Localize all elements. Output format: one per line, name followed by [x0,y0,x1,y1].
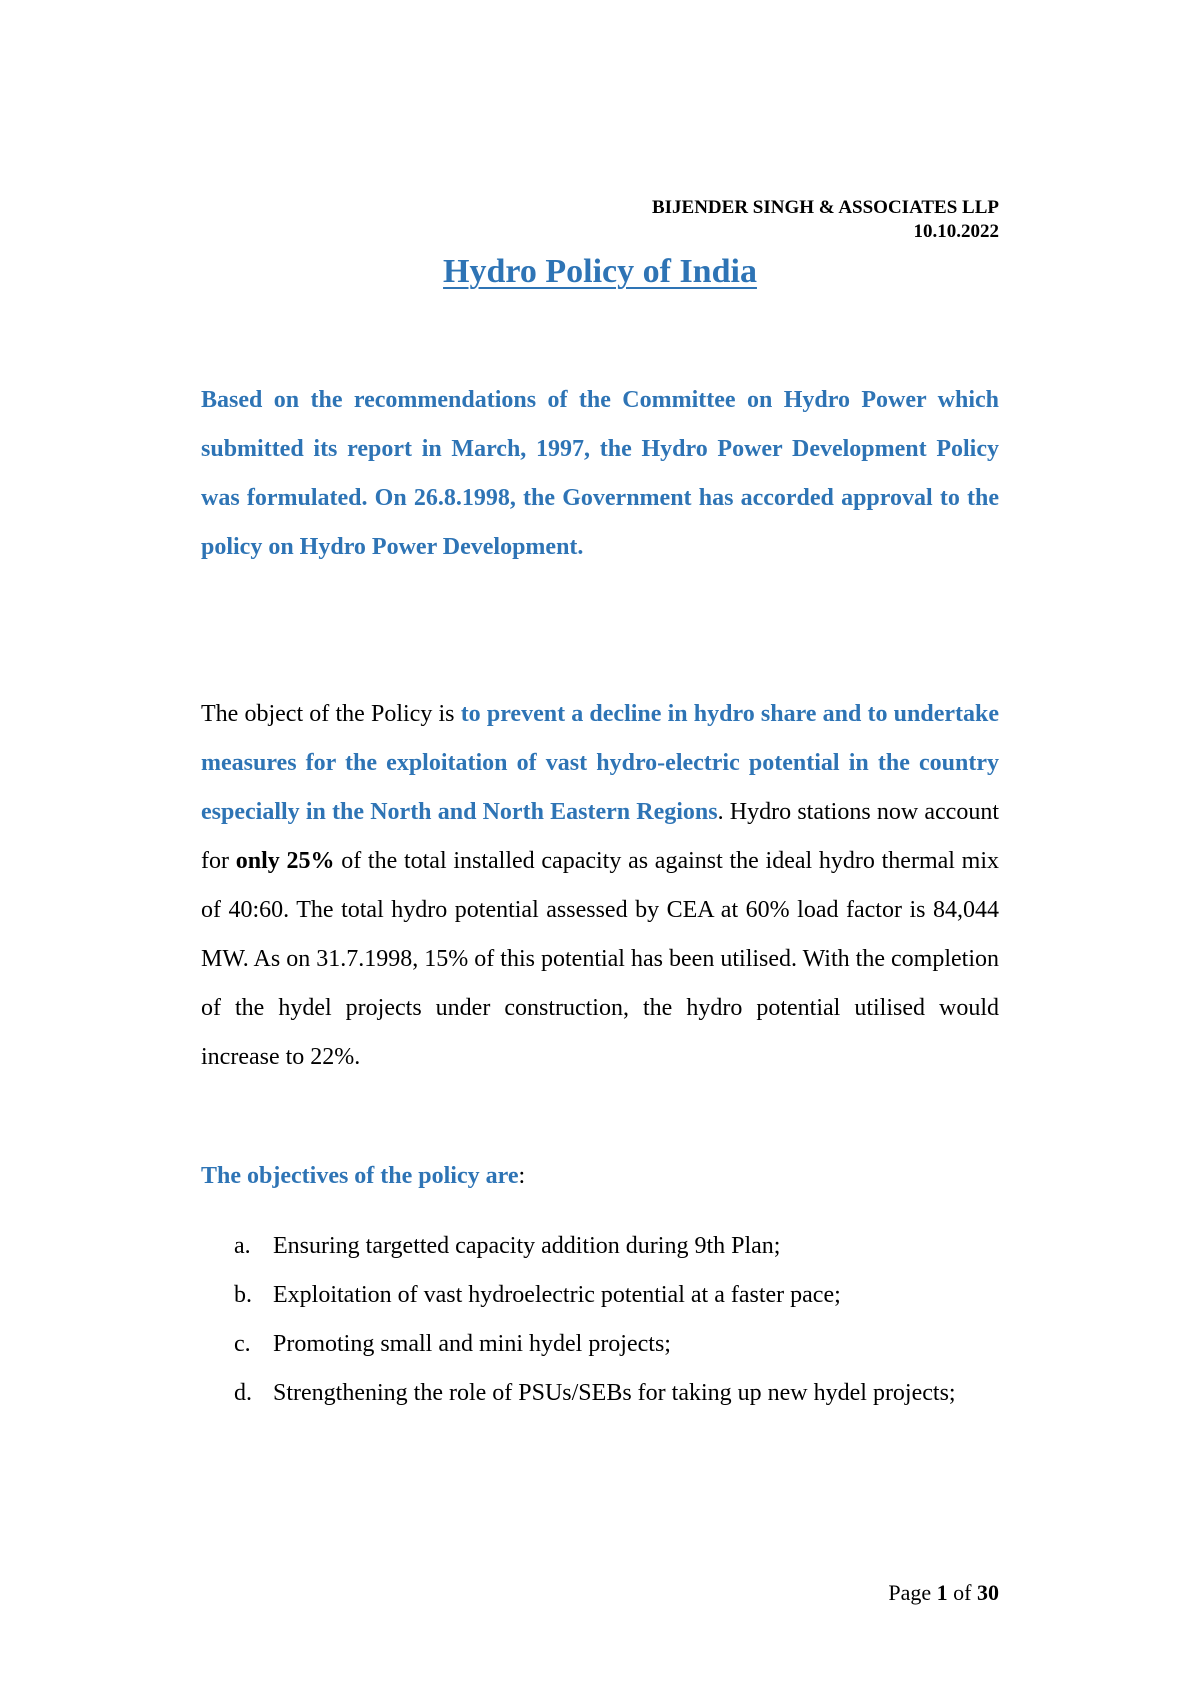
intro-paragraph: Based on the recommendations of the Committee on Hydro Power which submitted its report in March, 1997, the Hydro Power Development Policy was formulated. On 26.8.1998, the Government has accorded approval to the policy on Hydro Power Development. [201,387,999,560]
object-rest-text: of the total installed capacity as against the ideal hydro thermal mix of 40:60. The total hydro potential assessed by CEA at 60% load factor is 84,044 MW. As on 31.7.1998, 15% of this potential has been utilised. With the completion of the hydel projects under construction, the hydro potential utilised would increase to 22%. [201,848,1000,1070]
object-highlight-text: to prevent a decline in hydro share and to undertake measures for the exploitation of vast hydro-electric potential in the country especially in the North and North Eastern Regions [201,701,999,825]
list-item-marker: a. [234,1233,251,1259]
list-item-marker: b. [234,1282,252,1308]
document-header [652,196,999,244]
object-emphasis-text: only 25% [235,848,335,874]
list-item [201,1271,999,1320]
document-date: 10.10.2022 [913,221,999,242]
objectives-heading-text: The objectives of the policy are [201,1163,519,1189]
list-item [201,1222,999,1271]
object-paragraph [201,690,999,1082]
list-item-text: Ensuring targetted capacity addition during 9th Plan; [273,1233,781,1259]
list-item-marker: c. [234,1331,251,1357]
list-item [201,1369,999,1418]
list-item-text: Strengthening the role of PSUs/SEBs for taking up new hydel projects; [273,1380,956,1406]
page-label: Page [888,1580,937,1605]
object-lead-text: The object of the Policy is [201,701,461,727]
object-after-highlight-text: . Hydro stations now account for [201,799,999,874]
firm-name: BIJENDER SINGH & ASSOCIATES LLP [651,197,999,218]
list-item [201,1320,999,1369]
list-item-text: Promoting small and mini hydel projects; [273,1331,671,1357]
objectives-heading-suffix: : [518,1163,526,1189]
total-pages: 30 [977,1580,999,1605]
list-item-marker: d. [234,1380,252,1406]
document-title: Hydro Policy of India [443,253,757,290]
page-footer [888,1578,999,1608]
objectives-heading [201,1152,525,1201]
page-number: 1 [936,1580,948,1605]
objectives-list [201,1222,999,1418]
of-label: of [947,1580,977,1605]
list-item-text: Exploitation of vast hydroelectric potential at a faster pace; [273,1282,841,1308]
